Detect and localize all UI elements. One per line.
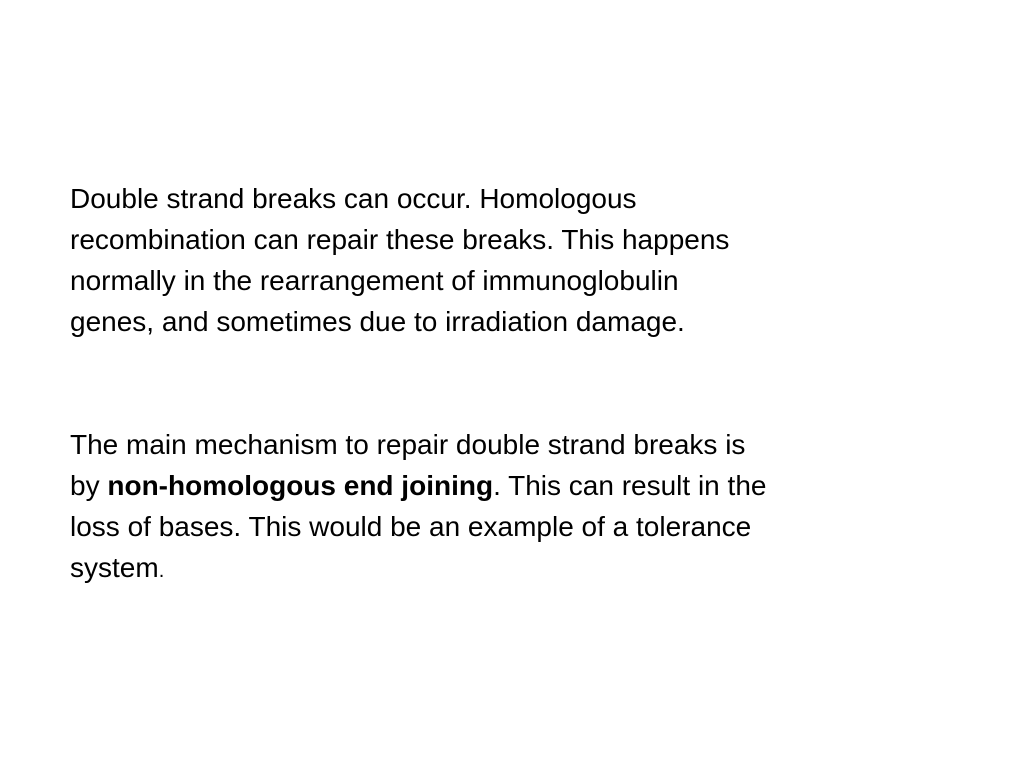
text-line	[70, 547, 940, 592]
text-period: .	[158, 560, 165, 582]
text-line: The main mechanism to repair double strand breaks is	[70, 429, 746, 460]
paragraph-double-strand-breaks	[70, 178, 940, 342]
paragraph-nhej	[70, 424, 940, 592]
text-segment: . This can result in the	[493, 470, 767, 501]
text-line: recombination can repair these breaks. This happens	[70, 224, 730, 255]
text-line: normally in the rearrangement of immunoglobulin	[70, 265, 679, 296]
text-line: Double strand breaks can occur. Homologous	[70, 183, 637, 214]
text-segment: by	[70, 470, 108, 501]
text-line: genes, and sometimes due to irradiation damage.	[70, 306, 685, 337]
text-segment: system	[70, 552, 159, 583]
text-line: loss of bases. This would be an example of a tolerance	[70, 511, 752, 542]
text-line	[70, 465, 940, 506]
bold-term: non-homologous end joining	[107, 470, 494, 501]
